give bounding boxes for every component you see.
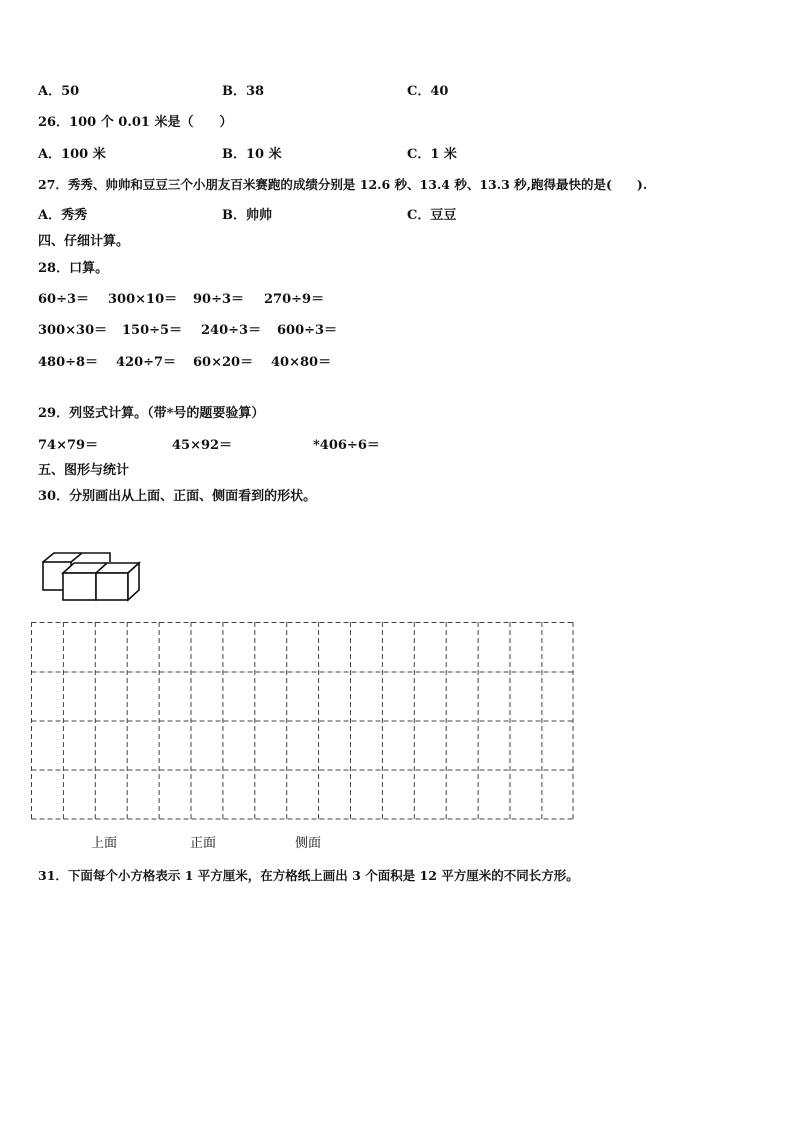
label-top-view: 上面 xyxy=(91,836,118,851)
q29-stem: 29．列竖式计算。（带*号的题要验算） xyxy=(38,406,265,421)
q29-item: *406÷6＝ xyxy=(313,438,380,453)
q25-option-c: C．40 xyxy=(407,84,449,99)
q28-item: 300×10＝ xyxy=(108,292,178,307)
q28-item: 480÷8＝ xyxy=(38,355,99,370)
q28-item: 600÷3＝ xyxy=(277,323,338,338)
label-front-view: 正面 xyxy=(190,836,217,851)
q30-stem: 30．分别画出从上面、正面、侧面看到的形状。 xyxy=(38,489,317,504)
label-side-view: 侧面 xyxy=(295,836,322,851)
q28-item: 300×30＝ xyxy=(38,323,108,338)
q28-item: 240÷3＝ xyxy=(201,323,262,338)
drawing-grid xyxy=(31,622,575,822)
q27-option-c: C．豆豆 xyxy=(407,208,457,223)
q29-item: 45×92＝ xyxy=(172,438,233,453)
section-4-heading: 四、仔细计算。 xyxy=(38,234,130,249)
q26-stem: 26．100 个 0.01 米是（ ） xyxy=(38,115,233,130)
q27-option-b: B．帅帅 xyxy=(222,208,272,223)
q28-item: 270÷9＝ xyxy=(264,292,325,307)
q25-option-b: B．38 xyxy=(222,84,265,99)
q28-item: 420÷7＝ xyxy=(116,355,177,370)
q26-option-b: B．10 米 xyxy=(222,147,282,162)
q28-item: 150÷5＝ xyxy=(122,323,183,338)
section-5-heading: 五、图形与统计 xyxy=(38,463,130,478)
q31-stem: 31．下面每个小方格表示 1 平方厘米，在方格纸上画出 3 个面积是 12 平方厘米的不同长方形。 xyxy=(38,868,579,883)
q28-item: 60×20＝ xyxy=(193,355,254,370)
q28-item: 90÷3＝ xyxy=(193,292,245,307)
q26-option-c: C．1 米 xyxy=(407,147,457,162)
q27-option-a: A．秀秀 xyxy=(38,208,88,223)
cube-stack-figure xyxy=(38,548,144,604)
q28-stem: 28．口算。 xyxy=(38,261,109,276)
q28-item: 40×80＝ xyxy=(271,355,332,370)
q29-item: 74×79＝ xyxy=(38,438,99,453)
q28-item: 60÷3＝ xyxy=(38,292,90,307)
q27-stem: 27．秀秀、帅帅和豆豆三个小朋友百米赛跑的成绩分别是 12.6 秒、13.4 秒、13.3 秒,跑得最快的是( ). xyxy=(38,177,648,192)
q25-option-a: A．50 xyxy=(38,84,80,99)
q26-option-a: A．100 米 xyxy=(38,147,106,162)
